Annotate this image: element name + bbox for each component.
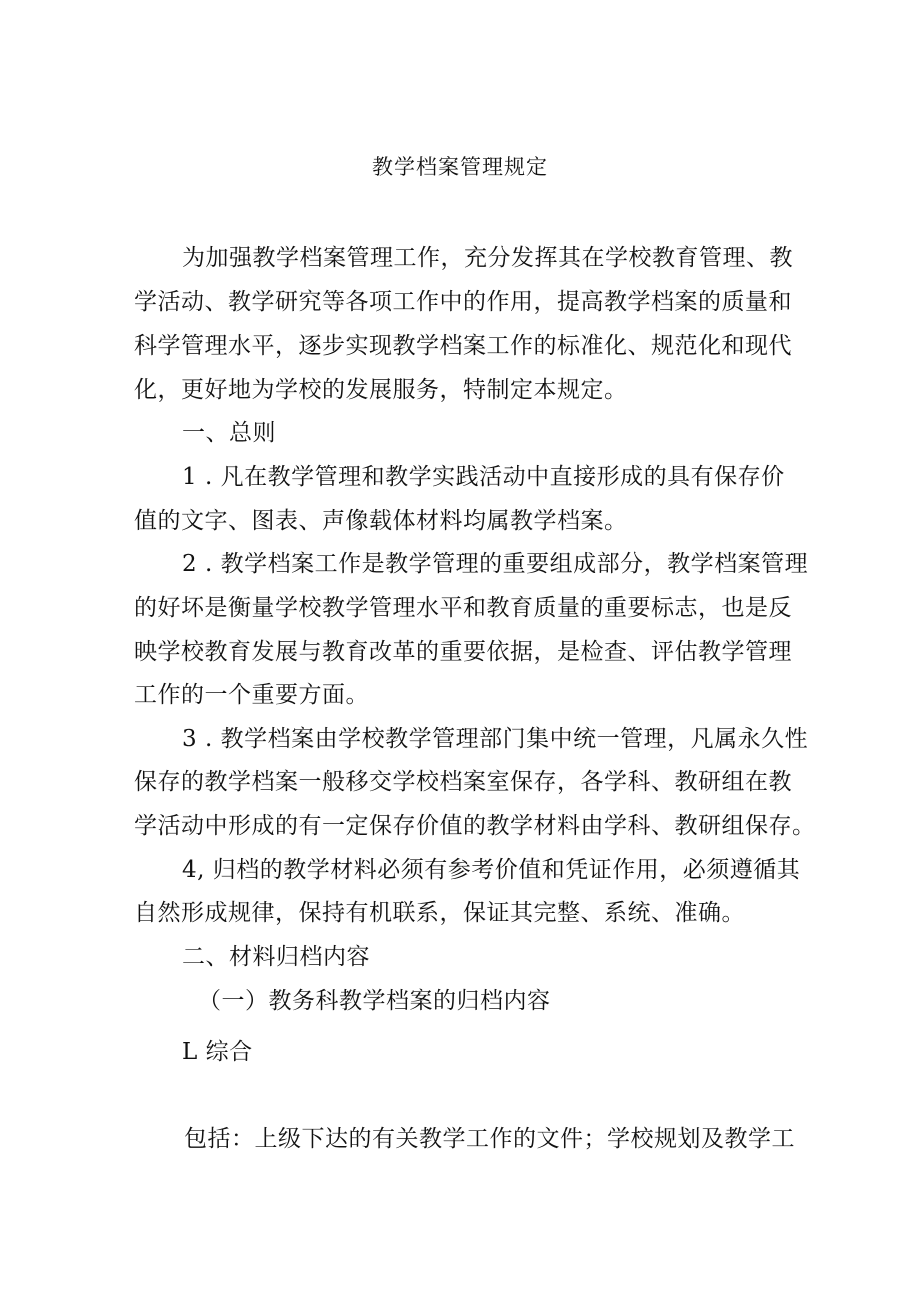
paragraph-line: 科学管理水平，逐步实现教学档案工作的标准化、规范化和现代 <box>134 333 792 359</box>
document-title: 教学档案管理规定 <box>372 155 548 179</box>
section-heading: 二、材料归档内容 <box>182 944 370 970</box>
paragraph-line: 化，更好地为学校的发展服务，特制定本规定。 <box>134 377 628 403</box>
paragraph-line: 值的文字、图表、声像载体材料均属教学档案。 <box>134 508 628 534</box>
subsection-heading: （一）教务科教学档案的归档内容 <box>198 988 551 1014</box>
paragraph-line: 包括：上级下达的有关教学工作的文件；学校规划及教学工 <box>184 1126 795 1152</box>
paragraph-line: 自然形成规律，保持有机联系，保证其完整、系统、准确。 <box>134 900 745 926</box>
paragraph-line: 映学校教育发展与教育改革的重要依据，是检查、评估教学管理 <box>134 639 792 665</box>
paragraph-line: 1 . 凡在教学管理和教学实践活动中直接形成的具有保存价 <box>182 464 785 490</box>
paragraph-line: 学活动、教学研究等各项工作中的作用，提高教学档案的质量和 <box>134 289 792 315</box>
section-heading: 一、总则 <box>182 420 276 446</box>
paragraph-line: 的好坏是衡量学校教学管理水平和教育质量的重要标志，也是反 <box>134 595 792 621</box>
paragraph-line: 2 . 教学档案工作是教学管理的重要组成部分，教学档案管理 <box>182 551 809 577</box>
paragraph-line: 工作的一个重要方面。 <box>134 682 369 708</box>
item-heading: L 综合 <box>182 1039 253 1065</box>
paragraph-line: 保存的教学档案一般移交学校档案室保存，各学科、教研组在教 <box>134 769 792 795</box>
paragraph-line: 为加强教学档案管理工作，充分发挥其在学校教育管理、教 <box>182 245 793 271</box>
paragraph-line: 学活动中形成的有一定保存价值的教学材料由学科、教研组保存。 <box>134 813 816 839</box>
paragraph-line: 4, 归档的教学材料必须有参考价值和凭证作用，必须遵循其 <box>182 857 801 883</box>
paragraph-line: 3 . 教学档案由学校教学管理部门集中统一管理，凡属永久性 <box>182 726 809 752</box>
